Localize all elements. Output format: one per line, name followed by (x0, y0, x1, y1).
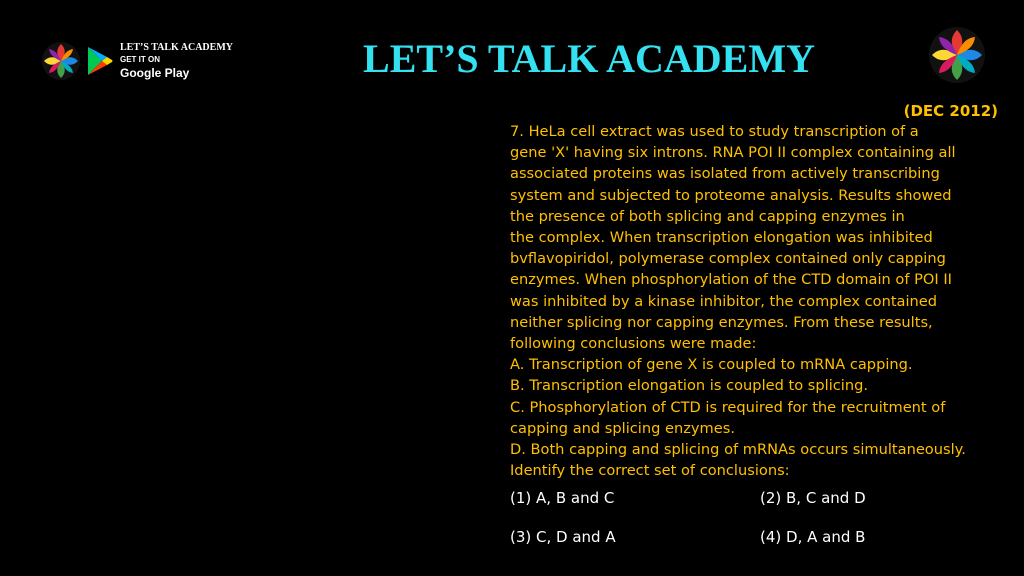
question-line: the presence of both splicing and capping enzymes in (510, 207, 905, 225)
conclusion-c: C. Phosphorylation of CTD is required for the recruitment of (510, 398, 946, 416)
question-line: bvflavopiridol, polymerase complex contained only capping (510, 250, 946, 268)
question-line: gene 'X' having six introns. RNA POI II complex containing all (510, 144, 956, 162)
option-4[interactable]: (4) D, A and B (760, 528, 866, 546)
option-1[interactable]: (1) A, B and C (510, 489, 615, 507)
question-line: was inhibited by a kinase inhibitor, the complex contained (510, 292, 938, 310)
question-line: associated proteins was isolated from actively transcribing (510, 165, 940, 183)
badge-app-name: LET’S TALK ACADEMY (120, 42, 233, 53)
question-line: the complex. When transcription elongation was inhibited (510, 229, 933, 247)
badge-store-name: Google Play (120, 66, 190, 80)
question-line: enzymes. When phosphorylation of the CTD domain of POI II (510, 271, 952, 289)
option-3[interactable]: (3) C, D and A (510, 528, 616, 546)
question-prompt: Identify the correct set of conclusions: (510, 462, 790, 480)
question-text (510, 121, 1010, 481)
question-line: neither splicing nor capping enzymes. From these results, (510, 313, 933, 331)
conclusion-a: A. Transcription of gene X is coupled to mRNA capping. (510, 356, 913, 374)
question-line: system and subjected to proteome analysis. Results showed (510, 186, 952, 204)
conclusion-c-cont: capping and splicing enzymes. (510, 419, 735, 437)
question-line: 7. HeLa cell extract was used to study transcription of a (510, 123, 919, 140)
conclusion-d: D. Both capping and splicing of mRNAs occurs simultaneously. (510, 441, 966, 459)
question-source: (DEC 2012) (903, 102, 998, 120)
academy-logo-icon (926, 24, 988, 86)
conclusion-b: B. Transcription elongation is coupled to splicing. (510, 377, 868, 395)
badge-get-it-on: GET IT ON (120, 55, 160, 64)
question-line: following conclusions were made: (510, 335, 757, 353)
page-title: LET’S TALK ACADEMY (363, 36, 815, 81)
option-2[interactable]: (2) B, C and D (760, 489, 866, 507)
